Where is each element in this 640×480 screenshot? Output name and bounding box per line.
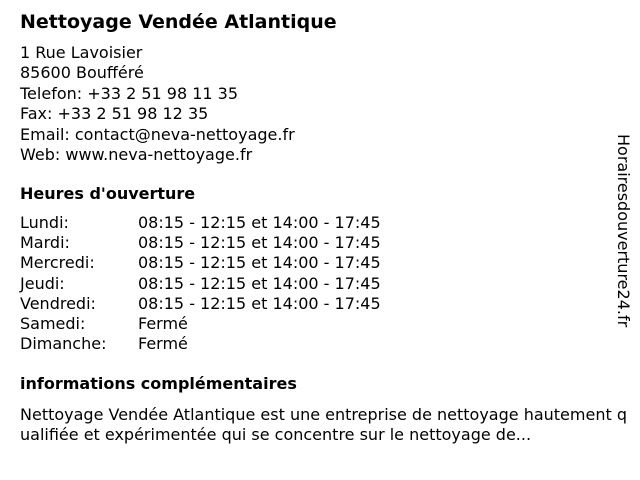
hours-row-tuesday bbox=[20, 233, 381, 253]
city-address: 85600 Boufféré bbox=[20, 63, 144, 83]
street-address: 1 Rue Lavoisier bbox=[20, 43, 143, 62]
day-label: Samedi: bbox=[20, 314, 86, 334]
hours-value: 08:15 - 12:15 et 14:00 - 17:45 bbox=[138, 233, 381, 253]
day-label: Jeudi: bbox=[20, 273, 65, 293]
site-watermark: Horairesdouverture24.fr bbox=[614, 134, 633, 328]
hours-row-saturday bbox=[20, 314, 381, 334]
website-address: Web: www.neva-nettoyage.fr bbox=[20, 145, 253, 165]
additional-info-heading: informations complémentaires bbox=[20, 374, 297, 393]
hours-row-thursday bbox=[20, 274, 381, 294]
opening-hours-heading: Heures d'ouverture bbox=[20, 184, 196, 203]
opening-hours-table bbox=[20, 213, 381, 354]
hours-value: Fermé bbox=[138, 334, 188, 354]
fax-number: Fax: +33 2 51 98 12 35 bbox=[20, 104, 209, 124]
day-label: Dimanche: bbox=[20, 334, 107, 354]
email-address: Email: contact@neva-nettoyage.fr bbox=[20, 124, 295, 144]
day-label: Vendredi: bbox=[20, 293, 96, 313]
hours-value: Fermé bbox=[138, 314, 188, 334]
hours-value: 08:15 - 12:15 et 14:00 - 17:45 bbox=[138, 273, 381, 293]
business-name: Nettoyage Vendée Atlantique bbox=[20, 11, 337, 33]
hours-row-sunday bbox=[20, 334, 381, 354]
hours-row-friday bbox=[20, 294, 381, 314]
hours-value: 08:15 - 12:15 et 14:00 - 17:45 bbox=[138, 213, 381, 232]
day-label: Mardi: bbox=[20, 233, 70, 253]
day-label: Mercredi: bbox=[20, 253, 95, 273]
hours-row-wednesday bbox=[20, 253, 381, 273]
hours-row-monday bbox=[20, 213, 381, 233]
hours-value: 08:15 - 12:15 et 14:00 - 17:45 bbox=[138, 293, 381, 313]
hours-value: 08:15 - 12:15 et 14:00 - 17:45 bbox=[138, 253, 381, 273]
contact-block bbox=[20, 43, 295, 165]
phone-number: Telefon: +33 2 51 98 11 35 bbox=[20, 83, 239, 103]
business-description: Nettoyage Vendée Atlantique est une entreprise de nettoyage hautement qualifiée et expérimentée qui se concentre sur le nettoyage de... bbox=[20, 405, 627, 444]
day-label: Lundi: bbox=[20, 213, 69, 232]
